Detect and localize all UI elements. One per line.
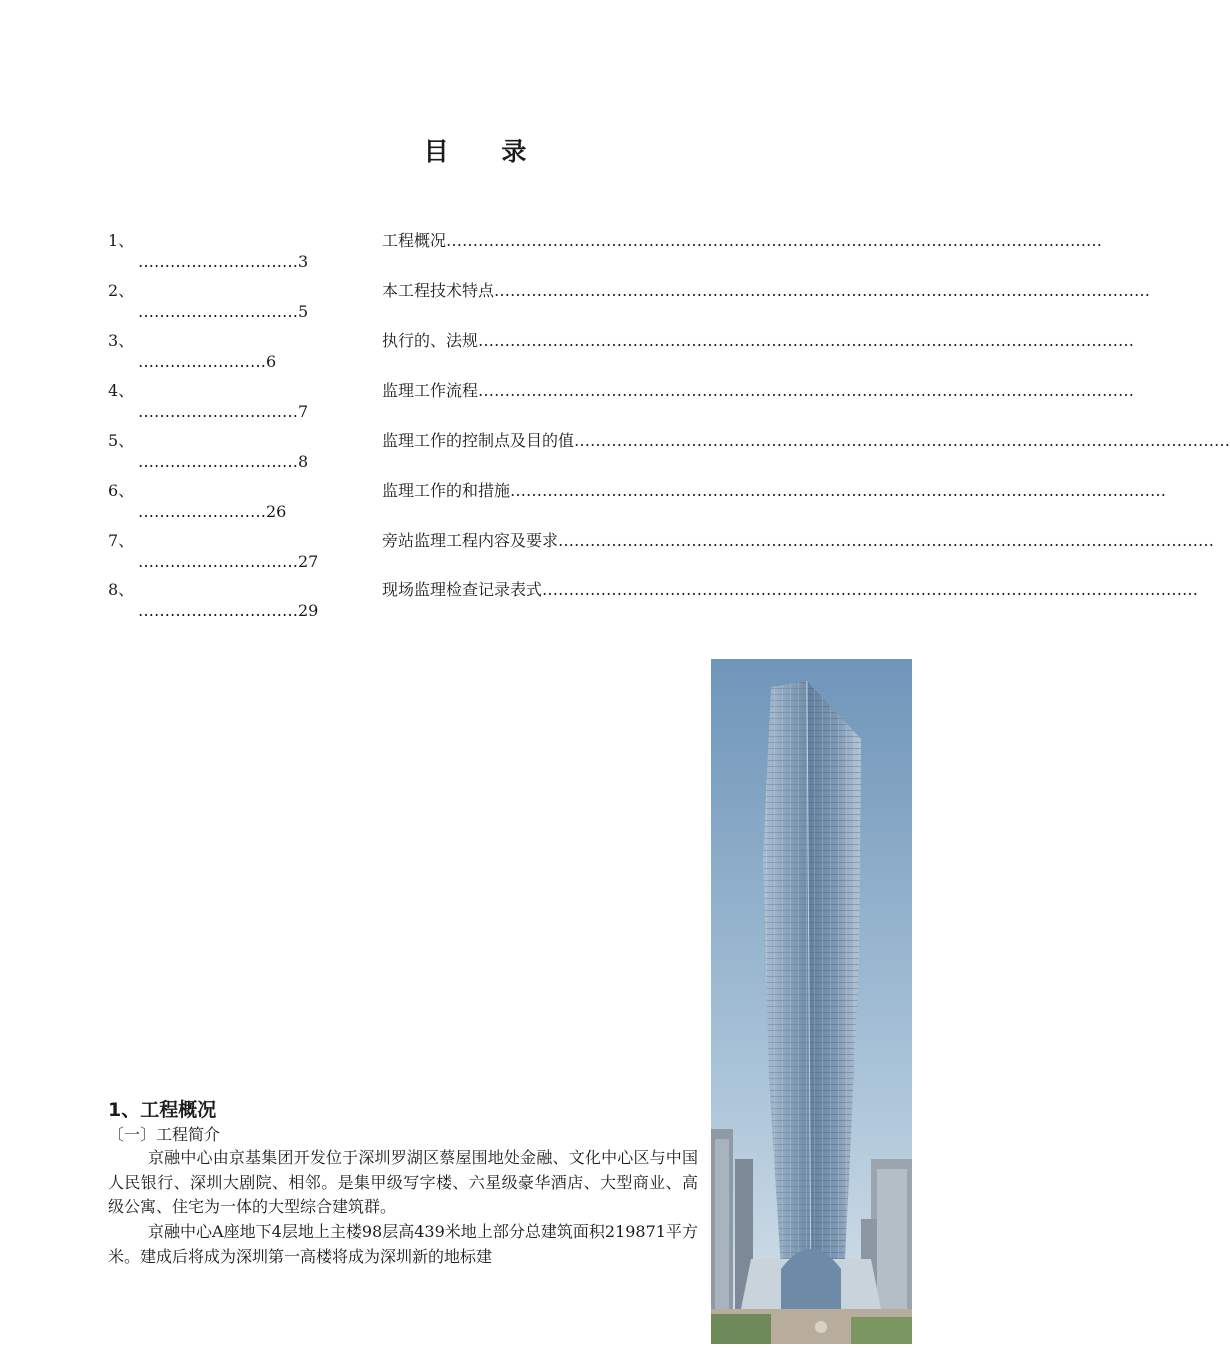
toc-entry-title: 旁站监理工程内容及要求 [382, 531, 559, 550]
toc-entry-page: …………………………27 [138, 552, 319, 571]
toc-entry-title-line [382, 378, 1135, 401]
section-subheading: 〔一〕工程简介 [108, 1125, 221, 1144]
toc-leader-dots: …………………………………………………………………………………………………………… [478, 381, 1135, 400]
toc-entry[interactable] [0, 528, 1215, 578]
toc-leader-dots: …………………………………………………………………………………………………………… [574, 431, 1230, 450]
toc-entry-number: 2、 [108, 281, 135, 300]
toc-entry-title: 现场监理检查记录表式 [382, 580, 543, 599]
toc-entry-title-line [382, 478, 1167, 501]
toc-leader-dots: …………………………………………………………………………………………………………… [510, 481, 1167, 500]
toc-leader-dots: …………………………………………………………………………………………………………… [542, 580, 1199, 599]
toc-entry-page: ……………………26 [138, 502, 287, 521]
toc-entry[interactable] [0, 428, 1230, 478]
toc-entry-title: 工程概况 [382, 231, 447, 250]
paragraph-2: 京融中心A座地下4层地上主楼98层高439米地上部分总建筑面积219871平方米。建成后将成为深圳第一高楼将成为深圳新的地标建 [108, 1222, 698, 1266]
toc-entry-title-line [382, 328, 1135, 351]
toc-entry-number: 3、 [108, 331, 135, 350]
toc-entry-number: 4、 [108, 381, 135, 400]
section-heading: 1、工程概况 [108, 1099, 217, 1121]
toc-entry-page: …………………………3 [138, 252, 309, 271]
toc-entry-title-line [382, 577, 1199, 600]
toc-entry-title: 监理工作的控制点及目的值 [382, 431, 575, 450]
toc-entry-page: ……………………6 [138, 352, 277, 371]
toc-entry-title: 执行的、法规 [382, 331, 479, 350]
toc-entry[interactable] [0, 228, 1103, 278]
toc-entry[interactable] [0, 478, 1167, 528]
toc-entry-title: 本工程技术特点 [382, 281, 495, 300]
paragraph-1: 京融中心由京基集团开发位于深圳罗湖区蔡屋围地处金融、文化中心区与中国人民银行、深圳大剧院、相邻。是集甲级写字楼、六星级豪华酒店、大型商业、高级公寓、住宅为一体的大型综合建筑群。 [108, 1148, 698, 1216]
toc-entry-title-line [382, 528, 1215, 551]
toc-entry[interactable] [0, 577, 1199, 627]
toc-leader-dots: …………………………………………………………………………………………………………… [446, 231, 1103, 250]
toc-entry-title-line [382, 278, 1151, 301]
toc-entry-page: …………………………8 [138, 452, 309, 471]
toc-entry-number: 6、 [108, 481, 135, 500]
toc-entry-page: …………………………29 [138, 601, 319, 620]
toc-leader-dots: …………………………………………………………………………………………………………… [558, 531, 1215, 550]
toc-entry-title-line [382, 428, 1230, 451]
toc-entry-title: 监理工作流程 [382, 381, 479, 400]
toc-entry-page: …………………………7 [138, 402, 309, 421]
skyscraper-rendering-icon [711, 659, 912, 1344]
toc-entry-number: 5、 [108, 431, 135, 450]
toc-entry-number: 7、 [108, 531, 135, 550]
toc-entry-number: 1、 [108, 231, 135, 250]
toc-entry-title-line [382, 228, 1103, 251]
toc-leader-dots: …………………………………………………………………………………………………………… [478, 331, 1135, 350]
toc-entry-page: …………………………5 [138, 302, 309, 321]
toc-leader-dots: …………………………………………………………………………………………………………… [494, 281, 1151, 300]
skyscraper-image [711, 659, 912, 1344]
toc-entry[interactable] [0, 378, 1135, 428]
toc-entry-title: 监理工作的和措施 [382, 481, 511, 500]
toc-title: 目 录 [423, 137, 549, 166]
toc-entry-number: 8、 [108, 580, 135, 599]
toc-entry[interactable] [0, 328, 1135, 378]
toc-entry[interactable] [0, 278, 1151, 328]
